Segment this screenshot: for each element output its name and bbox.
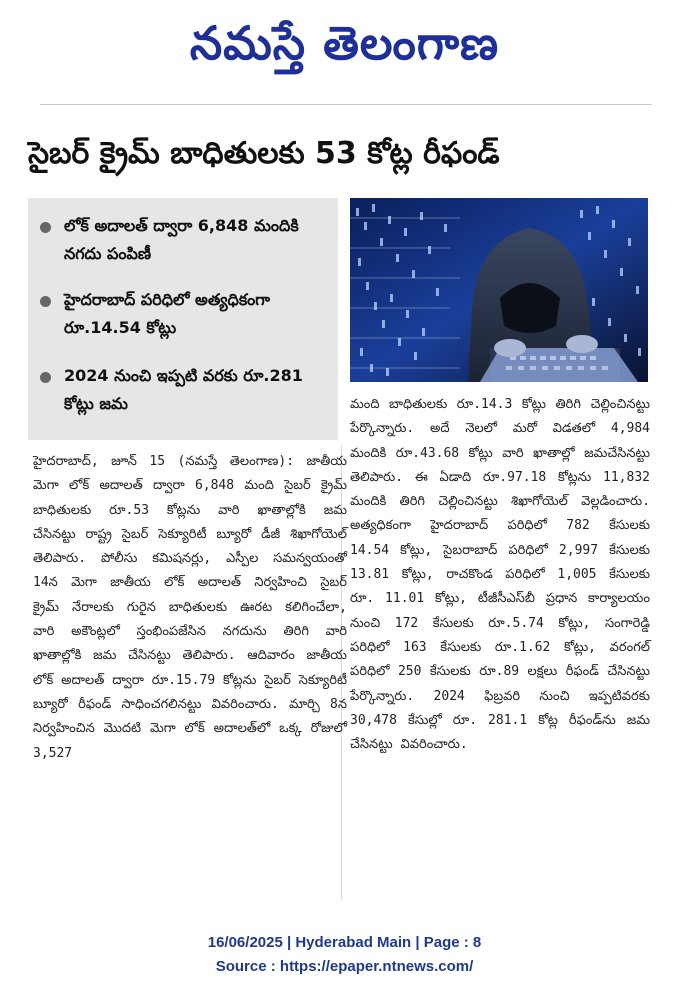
masthead-divider [40, 104, 652, 105]
footer-source: Source : https://epaper.ntnews.com/ [215, 958, 474, 975]
highlight-text: 2024 నుంచి ఇప్పటి వరకు రూ.281 కోట్లు జమ [64, 366, 303, 413]
article-body-left-column: హైదరాబాద్, జూన్ 15 (నమస్తే తెలంగాణ): జాతీయ మెగా లోక్ అదాలత్ ద్వారా 6,848 మంది సైబర్ క్రైమ్ బాధితులకు రూ.53 కోట్లను వారి ఖాతాల్లోకి జమ చేసినట్టు రాష్ట్ర సైబర్ సెక్యూరిటీ బ్యూరో డీజీ శిఖాగోయెల్ తెలిపారు. పోలీసు కమిషనర్లు, ఎస్పీల సమన్వయంతో 14న మెగా జాతీయ లోక్ అదాలత్ నిర్వహించి సైబర్ క్రైమ్ నేరాలకు గురైన బాధితులకు ఊరట కలిగించేలా, వారి అకౌంట్లలో స్తంభింపజేసిన నగదును తిరిగి వారి ఖాతాల్లోకి జమ చేసినట్టు తెలిపారు. ఆదివారం జాతీయ లోక్ అదాలత్ ద్వారా రూ.15.79 కోట్లను సైబర్ సెక్యూరిటీ బ్యూరో రీఫండ్ సాధించగలినట్టు వివరించారు. మార్చి 8న నిర్వహించిన మొదటి మెగా లోక్ అదాలత్‌లో ఒక్క రోజులో 3,527 [33, 454, 347, 761]
bullet-icon [40, 222, 51, 233]
highlight-text: లోక్ అదాలత్ ద్వారా 6,848 మందికి నగదు పంపిణీ [64, 216, 299, 263]
article-body-right-column: మంది బాధితులకు రూ.14.3 కోట్లు తిరిగి చెల్లించినట్టు పేర్కొన్నారు. అదే నెలలో మరో విడతలో 4,984 మందికి రూ.43.68 కోట్లు వారి ఖాతాల్లో జమచేసినట్టు తెలిపారు. ఈ ఏడాది రూ.97.18 కోట్లను 11,832 మందికి తిరిగి చెల్లించినట్టు శిఖాగోయెల్ వెల్లడించారు. అత్యధికంగా హైదరాబాద్ పరిధిలో 782 కేసులకు 14.54 కోట్లు, సైబరాబాద్ పరిధిలో 2,997 కేసులకు 13.81 కోట్లు, రాచకొండ పరిధిలో 1,005 కేసులకు రూ. 11.01 కోట్లు, టీజీసీఎస్‌బీ ప్రధాన కార్యాలయం నుంచి 172 కేసులకు రూ.5.74 కోట్లు, సంగారెడ్డి పరిధిలో 163 కేసులకు రూ.1.62 కోట్లు, వరంగల్ పరిధిలో 250 కేసులకు రూ.89 లక్షలు రీఫండ్ చేసినట్టు పేర్కొన్నారు. 2024 ఫిబ్రవరి నుంచి ఇప్పటివరకు 30,478 కేసుల్లో రూ. 281.1 కోట్ల రీఫండ్‌ను జమ చేసినట్టు వివరించారు. [350, 397, 650, 753]
article-headline: సైబర్ క్రైమ్ బాధితులకు 53 కోట్ల రీఫండ్ [28, 136, 500, 171]
bullet-icon [40, 296, 51, 307]
bullet-icon [40, 372, 51, 383]
highlights-box [28, 198, 338, 440]
newspaper-masthead: నమస్తే తెలంగాణ [189, 16, 500, 70]
highlight-text: హైదరాబాద్ పరిధిలో అత్యధికంగా రూ.14.54 కోట్లు [64, 290, 271, 337]
hacker-illustration [350, 198, 648, 382]
hacker-photo [350, 198, 648, 382]
footer-dateline: 16/06/2025 | Hyderabad Main | Page : 8 [207, 934, 482, 951]
